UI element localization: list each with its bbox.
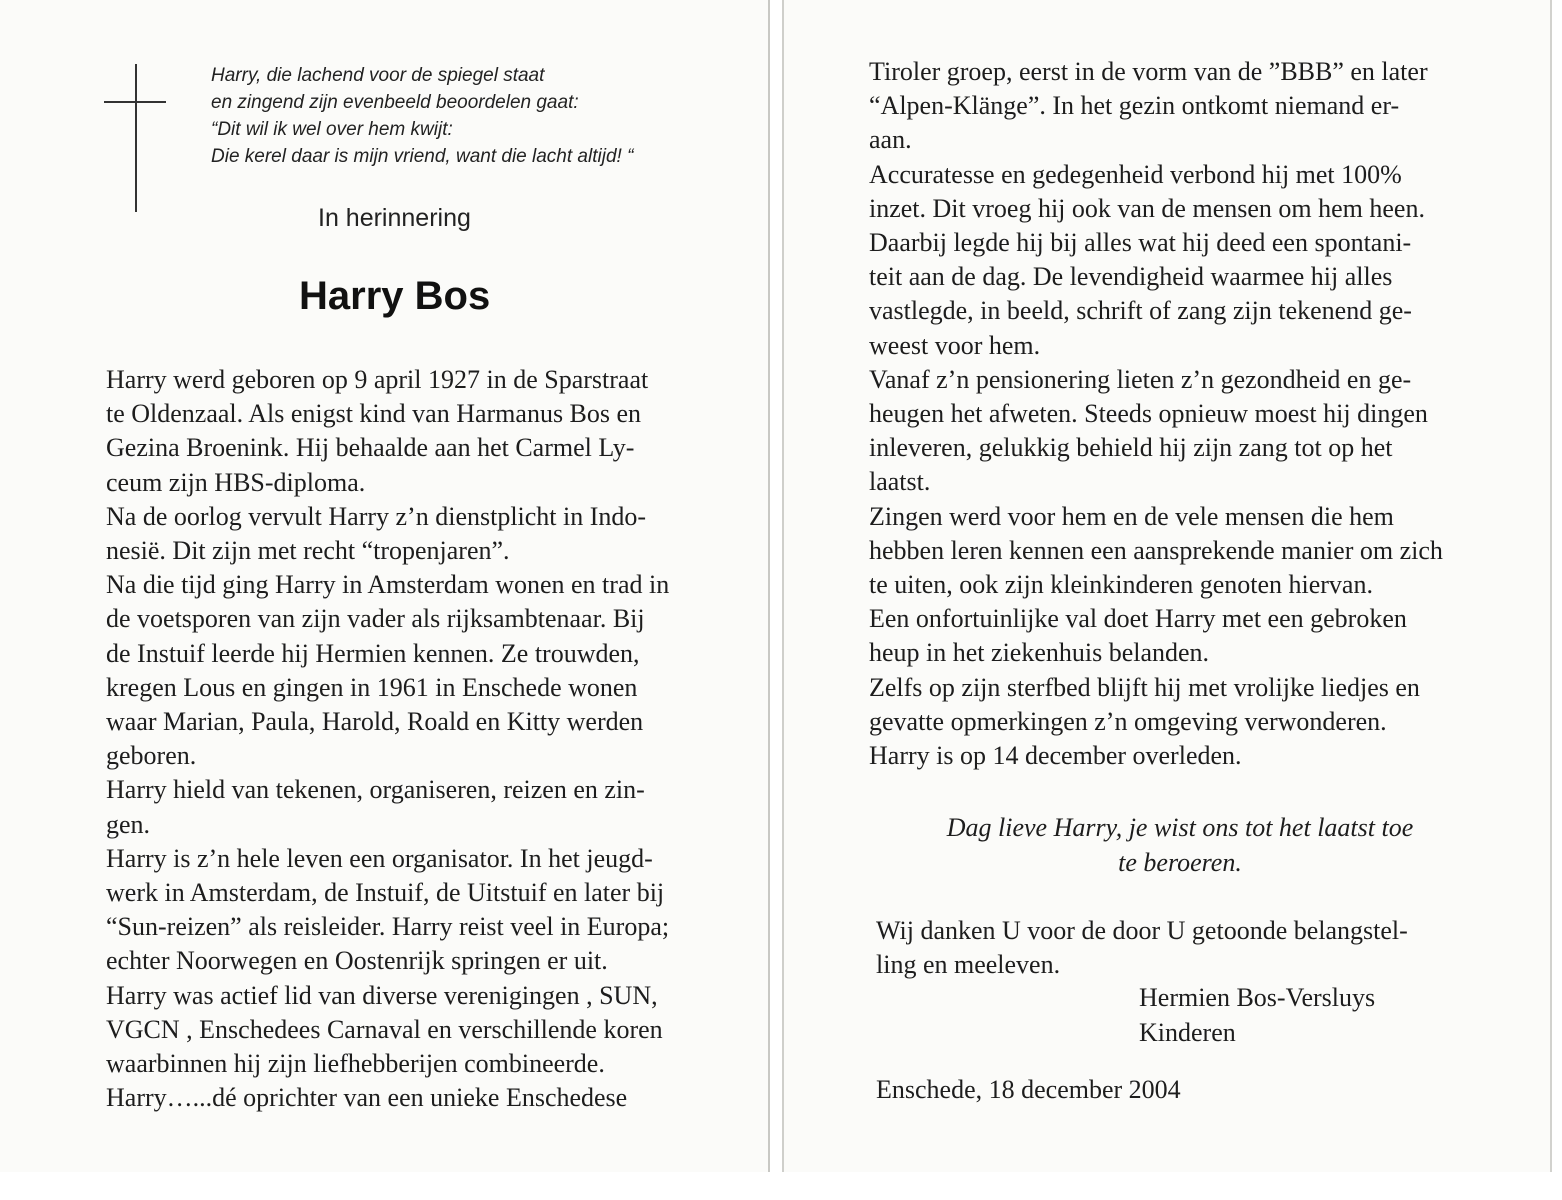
- memory-heading: In herinnering: [318, 204, 471, 232]
- farewell-line: te beroeren.: [1118, 848, 1242, 877]
- deceased-name: Harry Bos: [299, 274, 491, 318]
- signer-name: Hermien Bos-Versluys: [1139, 983, 1376, 1012]
- text-line: Gezina Broenink. Hij behaalde aan het Carmel Ly-: [106, 433, 635, 463]
- text-line: Zelfs op zijn sterfbed blijft hij met vrolijke liedjes en: [869, 672, 1420, 702]
- text-line: laatst.: [869, 467, 931, 497]
- poem-line: en zingend zijn evenbeeld beoordelen gaat:: [211, 92, 579, 113]
- farewell-message: [900, 810, 1460, 880]
- text-line: waarbinnen hij zijn liefhebberijen combineerde.: [106, 1049, 605, 1079]
- left-card: [0, 0, 770, 1188]
- thanks-line: Wij danken U voor de door U getoonde belangstel-: [876, 916, 1408, 945]
- right-biography: [869, 55, 1443, 773]
- text-line: geboren.: [106, 741, 197, 771]
- poem-line: “Dit wil ik wel over hem kwijt:: [211, 119, 453, 140]
- text-line: kregen Lous en gingen in 1961 in Enschede wonen: [106, 672, 638, 702]
- text-line: teit aan de dag. De levendigheid waarmee hij alles: [869, 262, 1393, 292]
- text-line: Harry…...dé oprichter van een unieke Enschedese: [106, 1083, 628, 1113]
- place-date: Enschede, 18 december 2004: [876, 1075, 1181, 1104]
- text-line: Na die tijd ging Harry in Amsterdam wonen en trad in: [106, 570, 670, 600]
- farewell-line: Dag lieve Harry, je wist ons tot het laatst toe: [946, 813, 1414, 842]
- page-background: [0, 1172, 1562, 1200]
- signers: [1139, 980, 1375, 1050]
- text-line: te uiten, ook zijn kleinkinderen genoten hiervan.: [869, 570, 1373, 600]
- text-line: “Sun-reizen” als reisleider. Harry reist veel in Europa;: [106, 912, 670, 942]
- text-line: Harry was actief lid van diverse verenigingen , SUN,: [106, 980, 658, 1010]
- text-line: vastlegde, in beeld, schrift of zang zijn tekenend ge-: [869, 296, 1412, 326]
- text-line: Harry is op 14 december overleden.: [869, 741, 1242, 771]
- poem-line: Harry, die lachend voor de spiegel staat: [211, 65, 545, 86]
- thanks-line: ling en meeleven.: [876, 950, 1061, 979]
- cross-icon: [135, 64, 137, 212]
- text-line: Na de oorlog vervult Harry z’n dienstplicht in Indo-: [106, 501, 647, 531]
- text-line: de Instuif leerde hij Hermien kennen. Ze trouwden,: [106, 638, 640, 668]
- text-line: echter Noorwegen en Oostenrijk springen er uit.: [106, 946, 608, 976]
- text-line: Zingen werd voor hem en de vele mensen die hem: [869, 501, 1394, 531]
- text-line: heup in het ziekenhuis belanden.: [869, 638, 1210, 668]
- text-line: ceum zijn HBS-diploma.: [106, 467, 366, 497]
- poem: [211, 62, 751, 170]
- text-line: “Alpen-Klänge”. In het gezin ontkomt niemand er-: [869, 91, 1400, 121]
- text-line: Accuratesse en gedegenheid verbond hij met 100%: [869, 159, 1402, 189]
- text-line: Een onfortuinlijke val doet Harry met een gebroken: [869, 604, 1407, 634]
- text-line: nesië. Dit zijn met recht “tropenjaren”.: [106, 536, 510, 566]
- text-line: heugen het afweten. Steeds opnieuw moest hij dingen: [869, 399, 1428, 429]
- text-line: gevatte opmerkingen z’n omgeving verwonderen.: [869, 706, 1387, 736]
- text-line: werk in Amsterdam, de Instuif, de Uitstuif en later bij: [106, 878, 665, 908]
- text-line: Daarbij legde hij bij alles wat hij deed een spontani-: [869, 228, 1412, 258]
- text-line: gen.: [106, 809, 151, 839]
- text-line: Harry is z’n hele leven een organisator. In het jeugd-: [106, 843, 653, 873]
- left-biography: [106, 363, 669, 1115]
- text-line: te Oldenzaal. Als enigst kind van Harmanus Bos en: [106, 399, 642, 429]
- text-line: Tiroler groep, eerst in de vorm van de ”BBB” en later: [869, 57, 1428, 86]
- text-line: Vanaf z’n pensionering lieten z’n gezondheid en ge-: [869, 364, 1412, 394]
- text-line: Harry hield van tekenen, organiseren, reizen en zin-: [106, 775, 645, 805]
- signer-name: Kinderen: [1139, 1018, 1236, 1047]
- text-line: de voetsporen van zijn vader als rijksambtenaar. Bij: [106, 604, 645, 634]
- text-line: hebben leren kennen een aansprekende manier om zich: [869, 535, 1443, 565]
- text-line: inleveren, gelukkig behield hij zijn zang tot op het: [869, 433, 1393, 463]
- text-line: weest voor hem.: [869, 330, 1041, 360]
- text-line: Harry werd geboren op 9 april 1927 in de Sparstraat: [106, 365, 649, 394]
- text-line: aan.: [869, 125, 912, 155]
- poem-line: Die kerel daar is mijn vriend, want die lacht altijd! “: [211, 146, 634, 167]
- text-line: VGCN , Enschedees Carnaval en verschillende koren: [106, 1014, 663, 1044]
- cross-icon-bar: [104, 101, 166, 103]
- text-line: waar Marian, Paula, Harold, Roald en Kitty werden: [106, 707, 644, 737]
- text-line: inzet. Dit vroeg hij ook van de mensen om hem heen.: [869, 193, 1425, 223]
- thanks-message: [876, 914, 1408, 982]
